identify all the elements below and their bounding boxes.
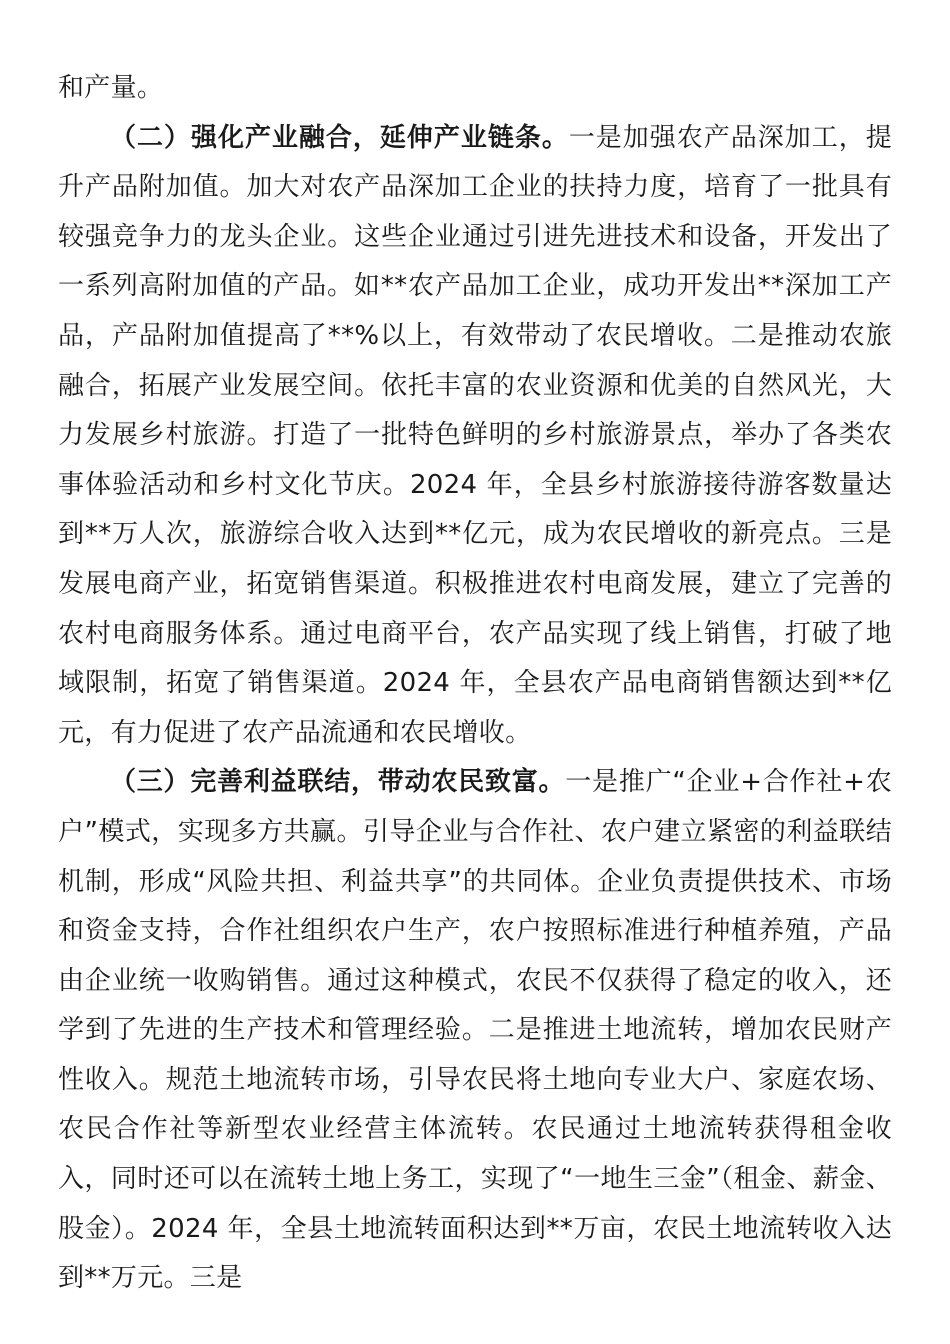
paragraph-continuation — [58, 64, 892, 114]
paragraph-text: 一是加强农产品深加工，提升产品附加值。加大对农产品深加工企业的扶持力度，培育了一批具有较强竞争力的龙头企业。这些企业通过引进先进技术和设备，开发出了一系列高附加值的产品。如**农产品加工企业，成功开发出**深加工产品，产品附加值提高了**%以上，有效带动了农民增收。二是推动农旅融合，拓展产业发展空间。依托丰富的农业资源和优美的自然风光，大力发展乡村旅游。打造了一批特色鲜明的乡村旅游景点，举办了各类农事体验活动和乡村文化节庆。2024 年，全县乡村旅游接待游客数量达到**万人次，旅游综合收入达到**亿元，成为农民增收的新亮点。三是发展电商产业，拓宽销售渠道。积极推进农村电商发展，建立了完善的农村电商服务体系。通过电商平台，农产品实现了线上销售，打破了地域限制，拓宽了销售渠道。2024 年，全县农产品电商销售额达到**亿元，有力促进了农产品流通和农民增收。 — [58, 122, 892, 748]
section-heading: （二）强化产业融合，延伸产业链条。 — [110, 122, 569, 153]
paragraph-text: 一是推广“企业+合作社+农户”模式，实现多方共赢。引导企业与合作社、农户建立紧密的利益联结机制，形成“风险共担、利益共享”的共同体。企业负责提供技术、市场和资金支持，合作社组织农户生产，农户按照标准进行种植养殖，产品由企业统一收购销售。通过这种模式，农民不仅获得了稳定的收入，还学到了先进的生产技术和管理经验。二是推进土地流转，增加农民财产性收入。规范土地流转市场，引导农民将土地向专业大户、家庭农场、农民合作社等新型农业经营主体流转。农民通过土地流转获得租金收入，同时还可以在流转土地上务工，实现了“一地生三金”（租金、薪金、股金）。2024 年，全县土地流转面积达到**万亩，农民土地流转收入达到**万元。三是 — [58, 767, 892, 1294]
paragraph-section-2 — [58, 114, 892, 759]
paragraph-section-3 — [58, 758, 892, 1304]
section-heading: （三）完善利益联结，带动农民致富。 — [110, 767, 566, 798]
paragraph-text: 和产量。 — [58, 73, 164, 103]
document-page — [58, 64, 892, 1304]
